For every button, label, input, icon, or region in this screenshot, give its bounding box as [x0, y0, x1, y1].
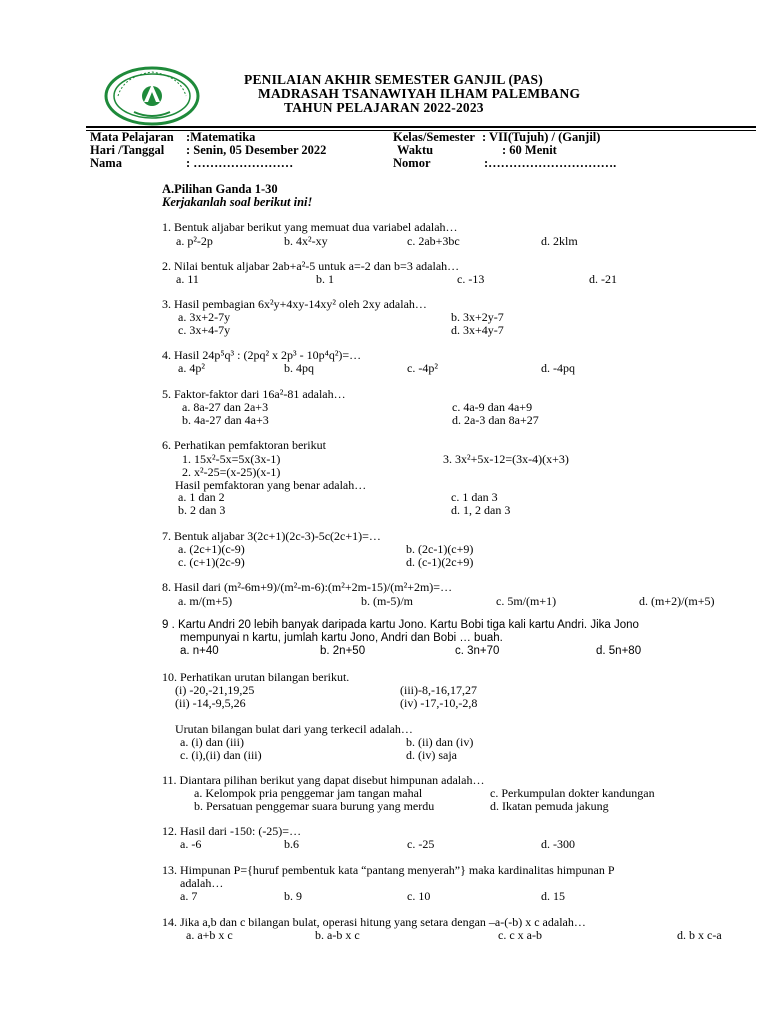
question-13: 13. Himpunan P={huruf pembentuk kata “pantang menyerah”} maka kardinalitas himpunan P [162, 863, 615, 877]
date-value: : Senin, 05 Desember 2022 [186, 143, 327, 157]
number-field[interactable]: :…………………………. [484, 156, 617, 170]
question-7: 7. Bentuk aljabar 3(2c+1)(2c-3)-5c(2c+1)=… [162, 529, 381, 543]
q13-option-d[interactable]: d. 15 [541, 889, 565, 903]
subject-value: :Matematika [186, 130, 256, 144]
q13-option-c[interactable]: c. 10 [407, 889, 431, 903]
academic-year: TAHUN PELAJARAN 2022-2023 [284, 100, 484, 115]
q1-option-c[interactable]: c. 2ab+3bc [407, 234, 460, 248]
q2-option-a[interactable]: a. 11 [176, 272, 199, 286]
question-12: 12. Hasil dari -150: (-25)=… [162, 824, 302, 838]
q2-option-d[interactable]: d. -21 [589, 272, 617, 286]
madrasah-emblem-icon [104, 66, 200, 126]
q1-option-b[interactable]: b. 4x²-xy [284, 234, 328, 248]
date-label: Hari /Tanggal [90, 143, 165, 157]
q12-option-c[interactable]: c. -25 [407, 837, 435, 851]
q7-option-c[interactable]: c. (c+1)(2c-9) [178, 555, 245, 569]
q8-option-b[interactable]: b. (m-5)/m [361, 594, 413, 608]
q11-option-b[interactable]: b. Persatuan penggemar suara burung yang merdu [194, 799, 435, 813]
q5-option-b[interactable]: b. 4a-27 dan 4a+3 [182, 413, 269, 427]
q5-option-a[interactable]: a. 8a-27 dan 2a+3 [182, 400, 269, 414]
section-title: A.Pilihan Ganda 1-30 [162, 182, 278, 196]
q14-option-a[interactable]: a. a+b x c [186, 928, 233, 942]
time-label: Waktu [397, 143, 434, 157]
q10-sequence-iv: (iv) -17,-10,-2,8 [400, 696, 478, 710]
q6-option-d[interactable]: d. 1, 2 dan 3 [451, 503, 511, 517]
q4-option-a[interactable]: a. 4p² [178, 361, 205, 375]
number-label: Nomor [393, 156, 431, 170]
q10-sequence-i: (i) -20,-21,19,25 [175, 683, 255, 697]
q10-prompt: Urutan bilangan bulat dari yang terkecil adalah… [175, 722, 413, 736]
q9-option-a[interactable]: a. n+40 [180, 645, 219, 657]
school-name: MADRASAH TSANAWIYAH ILHAM PALEMBANG [258, 86, 581, 101]
q11-option-c[interactable]: c. Perkumpulan dokter kandungan [490, 786, 655, 800]
q6-option-c[interactable]: c. 1 dan 3 [451, 490, 498, 504]
subject-label: Mata Pelajaran [90, 130, 174, 144]
question-9: 9 . Kartu Andri 20 lebih banyak daripada kartu Jono. Kartu Bobi tiga kali kartu Andri. Jika Jono [162, 619, 639, 631]
q1-option-d[interactable]: d. 2klm [541, 234, 578, 248]
q4-option-c[interactable]: c. -4p² [407, 361, 438, 375]
q7-option-a[interactable]: a. (2c+1)(c-9) [178, 542, 245, 556]
q6-statement-3: 3. 3x²+5x-12=(3x-4)(x+3) [443, 452, 569, 466]
question-6: 6. Perhatikan pemfaktoran berikut [162, 438, 326, 452]
q9-option-b[interactable]: b. 2n+50 [320, 645, 366, 657]
question-4: 4. Hasil 24p⁵q³ : (2pq² x 2p³ - 10p⁴q²)=… [162, 348, 362, 362]
q2-option-b[interactable]: b. 1 [316, 272, 334, 286]
q14-option-b[interactable]: b. a-b x c [315, 928, 360, 942]
q10-sequence-ii: (ii) -14,-9,5,26 [175, 696, 246, 710]
question-14: 14. Jika a,b dan c bilangan bulat, operasi hitung yang setara dengan –a-(-b) x c adalah… [162, 915, 586, 929]
q8-option-c[interactable]: c. 5m/(m+1) [496, 594, 557, 608]
q6-statement-2: 2. x²-25=(x-25)(x-1) [182, 465, 281, 479]
q5-option-d[interactable]: d. 2a-3 dan 8a+27 [452, 413, 539, 427]
q12-option-b[interactable]: b.6 [284, 837, 299, 851]
q3-option-c[interactable]: c. 3x+4-7y [178, 323, 231, 337]
q10-sequence-iii: (iii)-8,-16,17,27 [400, 683, 477, 697]
header-divider-thick [86, 126, 756, 128]
q6-prompt: Hasil pemfaktoran yang benar adalah… [175, 478, 367, 492]
q10-option-a[interactable]: a. (i) dan (iii) [180, 735, 244, 749]
question-10: 10. Perhatikan urutan bilangan berikut. [162, 670, 350, 684]
q11-option-d[interactable]: d. Ikatan pemuda jakung [490, 799, 609, 813]
q8-option-a[interactable]: a. m/(m+5) [178, 594, 233, 608]
q14-option-c[interactable]: c. c x a-b [498, 928, 542, 942]
q14-option-d[interactable]: d. b x c-a [677, 928, 722, 942]
q13-option-b[interactable]: b. 9 [284, 889, 302, 903]
q11-option-a[interactable]: a. Kelompok pria penggemar jam tangan mahal [194, 786, 423, 800]
question-9-cont: mempunyai n kartu, jumlah kartu Jono, Andri dan Bobi … buah. [180, 632, 503, 644]
q3-option-a[interactable]: a. 3x+2-7y [178, 310, 231, 324]
q9-option-d[interactable]: d. 5n+80 [596, 645, 642, 657]
q3-option-b[interactable]: b. 3x+2y-7 [451, 310, 504, 324]
q8-option-d[interactable]: d. (m+2)/(m+5) [639, 594, 715, 608]
question-11: 11. Diantara pilihan berikut yang dapat disebut himpunan adalah… [162, 773, 485, 787]
q13-option-a[interactable]: a. 7 [180, 889, 198, 903]
q5-option-c[interactable]: c. 4a-9 dan 4a+9 [452, 400, 533, 414]
class-label: Kelas/Semester [393, 130, 475, 144]
q6-option-b[interactable]: b. 2 dan 3 [178, 503, 226, 517]
question-8: 8. Hasil dari (m²-6m+9)/(m²-m-6):(m²+2m-15)/(m²+2m)=… [162, 580, 453, 594]
q4-option-d[interactable]: d. -4pq [541, 361, 575, 375]
q1-option-a[interactable]: a. p²-2p [176, 234, 213, 248]
q4-option-b[interactable]: b. 4pq [284, 361, 314, 375]
q6-option-a[interactable]: a. 1 dan 2 [178, 490, 225, 504]
instruction: Kerjakanlah soal berikut ini! [162, 195, 313, 209]
q10-option-d[interactable]: d. (iv) saja [406, 748, 457, 762]
name-field[interactable]: : …………………… [186, 156, 294, 170]
q10-option-b[interactable]: b. (ii) dan (iv) [406, 735, 474, 749]
q10-option-c[interactable]: c. (i),(ii) dan (iii) [180, 748, 262, 762]
question-1: 1. Bentuk aljabar berikut yang memuat dua variabel adalah… [162, 220, 458, 234]
q2-option-c[interactable]: c. -13 [457, 272, 485, 286]
name-label: Nama [90, 156, 122, 170]
question-2: 2. Nilai bentuk aljabar 2ab+a²-5 untuk a=-2 dan b=3 adalah… [162, 259, 460, 273]
q7-option-d[interactable]: d. (c-1)(2c+9) [406, 555, 474, 569]
question-5: 5. Faktor-faktor dari 16a²-81 adalah… [162, 387, 346, 401]
q6-statement-1: 1. 15x²-5x=5x(3x-1) [182, 452, 281, 466]
q9-option-c[interactable]: c. 3n+70 [455, 645, 500, 657]
exam-title: PENILAIAN AKHIR SEMESTER GANJIL (PAS) [244, 72, 543, 87]
q7-option-b[interactable]: b. (2c-1)(c+9) [406, 542, 474, 556]
q3-option-d[interactable]: d. 3x+4y-7 [451, 323, 504, 337]
q12-option-d[interactable]: d. -300 [541, 837, 575, 851]
question-3: 3. Hasil pembagian 6x²y+4xy-14xy² oleh 2xy adalah… [162, 297, 427, 311]
time-value: : 60 Menit [502, 143, 557, 157]
question-13-cont: adalah… [180, 876, 224, 890]
class-value: : VII(Tujuh) / (Ganjil) [482, 130, 601, 144]
q12-option-a[interactable]: a. -6 [180, 837, 202, 851]
